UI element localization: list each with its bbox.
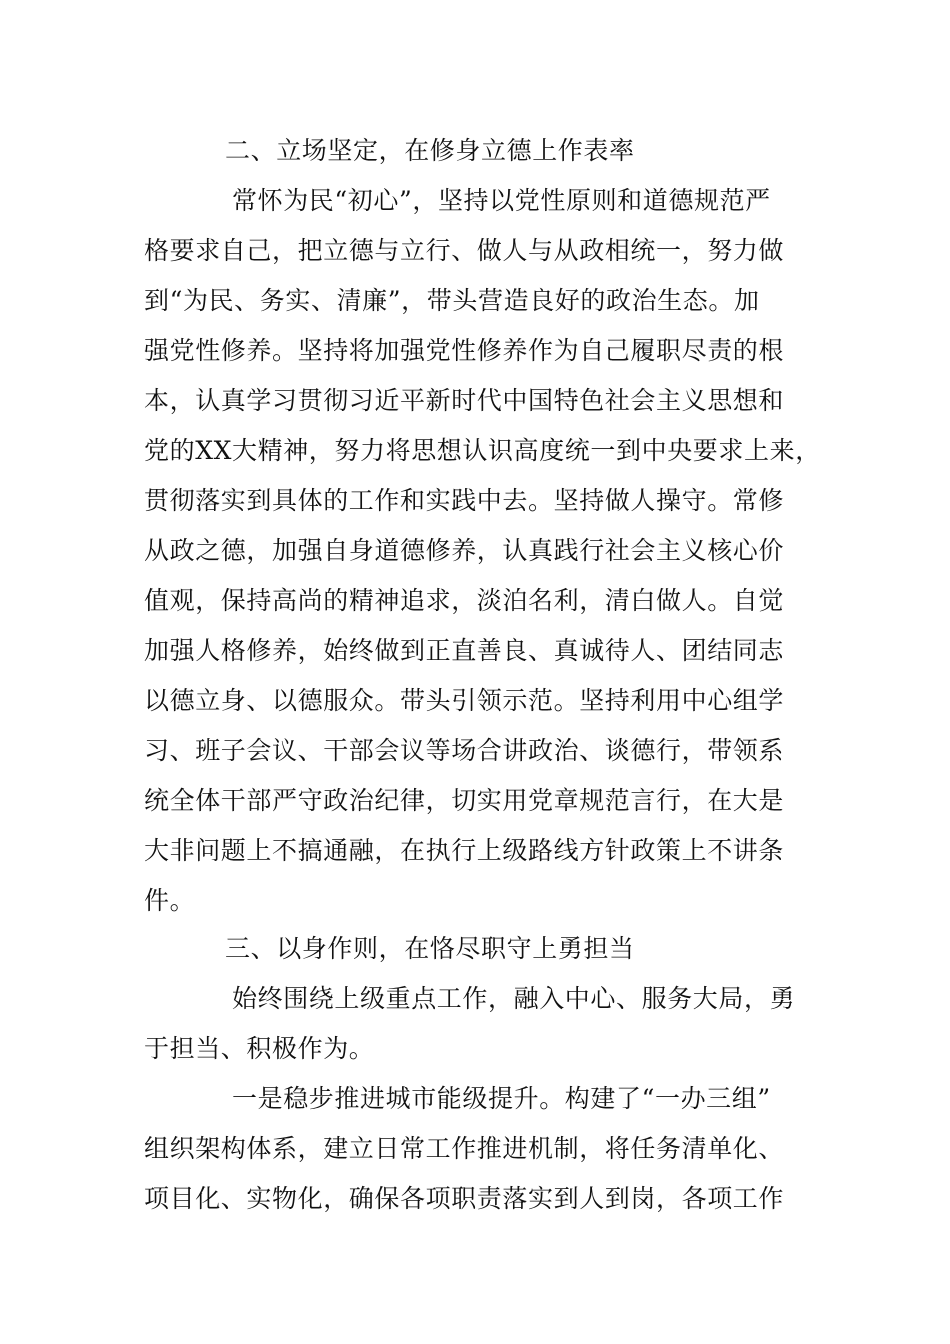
paragraph-line: 到“为民、务实、清廉”，带头营造良好的政治生态。加 — [144, 286, 760, 315]
paragraph-line: 大非问题上不搞通融，在执行上级路线方针政策上不讲条 — [144, 836, 785, 865]
paragraph-line: 贯彻落实到具体的工作和实践中去。坚持做人操守。常修 — [144, 486, 785, 515]
paragraph-line: 以德立身、以德服众。带头引领示范。坚持利用中心组学 — [144, 686, 785, 715]
paragraph-line: 格要求自己，把立德与立行、做人与从政相统一，努力做 — [144, 236, 785, 265]
paragraph-line: 统全体干部严守政治纪律，切实用党章规范言行，在大是 — [144, 786, 785, 815]
paragraph-line: 组织架构体系，建立日常工作推进机制，将任务清单化、 — [144, 1134, 785, 1163]
paragraph-line: 加强人格修养，始终做到正直善良、真诚待人、团结同志 — [144, 636, 785, 665]
section-heading-2: 二、立场坚定，在修身立德上作表率 — [225, 136, 635, 165]
paragraph-line: 项目化、实物化，确保各项职责落实到人到岗，各项工作 — [144, 1184, 785, 1213]
paragraph-line: 常怀为民“初心”，坚持以党性原则和道德规范严 — [232, 186, 771, 215]
paragraph-line: 本，认真学习贯彻习近平新时代中国特色社会主义思想和 — [144, 386, 785, 415]
paragraph-line: 件。 — [144, 886, 196, 915]
paragraph-line: 始终围绕上级重点工作，融入中心、服务大局，勇 — [232, 984, 796, 1013]
paragraph-line: 一是稳步推进城市能级提升。构建了“一办三组” — [232, 1084, 771, 1113]
paragraph-line: 强党性修养。坚持将加强党性修养作为自己履职尽责的根 — [144, 336, 785, 365]
section-heading-3: 三、以身作则，在恪尽职守上勇担当 — [225, 934, 635, 963]
paragraph-line: 党的XX大精神，努力将思想认识高度统一到中央要求上来， — [144, 436, 821, 465]
paragraph-line: 于担当、积极作为。 — [144, 1034, 375, 1063]
paragraph-line: 习、班子会议、干部会议等场合讲政治、谈德行，带领系 — [144, 736, 785, 765]
paragraph-line: 值观，保持高尚的精神追求，淡泊名利，清白做人。自觉 — [144, 586, 785, 615]
paragraph-line: 从政之德，加强自身道德修养，认真践行社会主义核心价 — [144, 536, 785, 565]
